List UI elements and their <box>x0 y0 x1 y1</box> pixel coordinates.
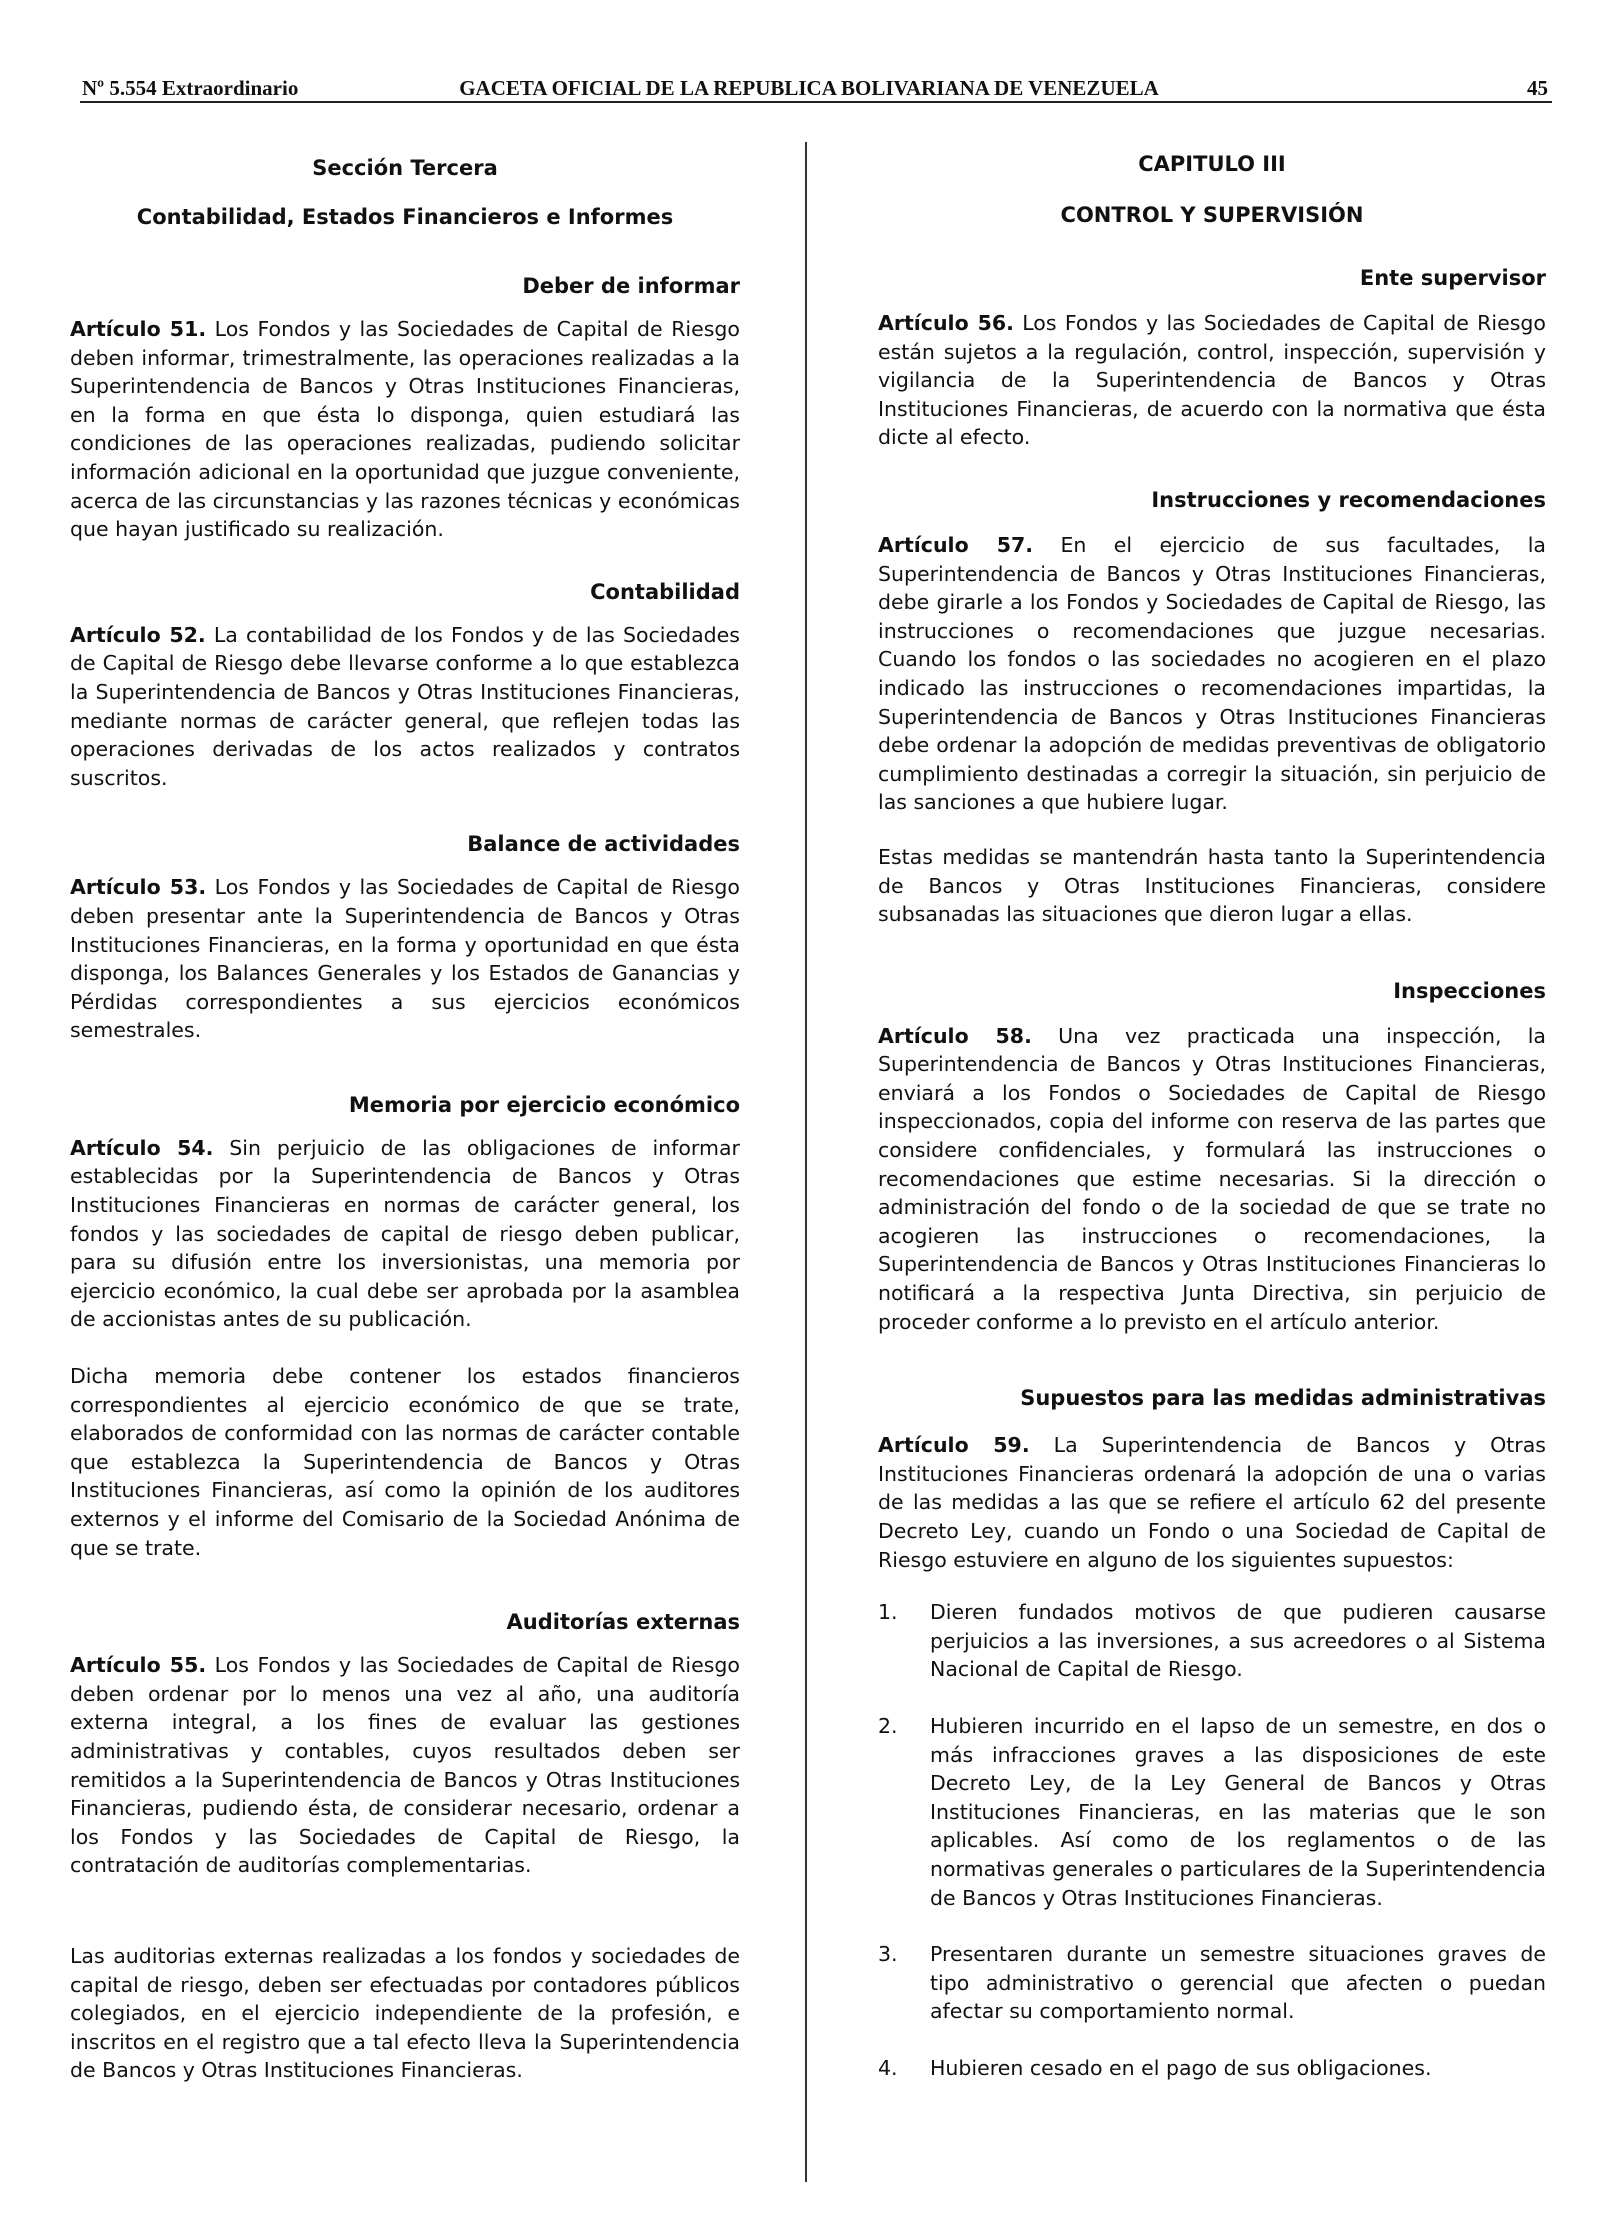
list-item-text: Dieren fundados motivos de que pudieren causarse perjuicios a las inversiones, a sus acreedores o al Sistema Nacional de Capital de Riesgo. <box>930 1600 1546 1682</box>
article-57 <box>878 531 1546 817</box>
chapter-title: CAPITULO III <box>1138 152 1286 176</box>
article-56-label: Artículo 56. <box>878 311 1014 335</box>
list-item-number: 3. <box>878 1942 898 1967</box>
article-57-heading: Instrucciones y recomendaciones <box>1151 487 1546 512</box>
list-item-number: 1. <box>878 1600 898 1625</box>
article-56 <box>878 309 1546 452</box>
supuestos-list <box>878 1598 1546 2082</box>
gazette-title: GACETA OFICIAL DE LA REPUBLICA BOLIVARIANA DE VENEZUELA <box>459 76 1159 100</box>
article-53-heading: Balance de actividades <box>467 832 740 857</box>
article-54-label: Artículo 54. <box>70 1135 214 1160</box>
section-subtitle: Contabilidad, Estados Financieros e Informes <box>136 205 674 229</box>
article-51-label: Artículo 51. <box>70 317 207 341</box>
article-53-label: Artículo 53. <box>70 875 207 900</box>
article-58-heading: Inspecciones <box>1393 978 1546 1003</box>
article-52-heading: Contabilidad <box>590 579 740 604</box>
article-51-heading: Deber de informar <box>522 274 740 298</box>
page-header <box>70 76 1548 102</box>
article-57-paragraph-2: Estas medidas se mantendrán hasta tanto la Superintendencia de Bancos y Otras Instituciones Financieras, considere subsanadas las situaciones que dieron lugar a ellas. <box>878 844 1546 927</box>
list-item <box>878 1940 1546 2026</box>
article-58-label: Artículo 58. <box>878 1023 1032 1048</box>
article-59-label: Artículo 59. <box>878 1433 1030 1458</box>
list-item-text: Presentaren durante un semestre situaciones graves de tipo administrativo o gerencial que afecten o puedan afectar su comportamiento normal. <box>930 1942 1546 2024</box>
article-52-label: Artículo 52. <box>70 622 206 647</box>
article-54 <box>70 1134 740 1334</box>
list-item <box>878 1712 1546 1912</box>
article-58 <box>878 1022 1546 1337</box>
article-51-text: Los Fondos y las Sociedades de Capital de Riesgo deben informar, trimestralmente, las operaciones realizadas a la Superintendencia de Bancos y Otras Instituciones Financieras, en la forma en que ésta lo disponga, quien estudiará las condiciones de las operaciones realizadas, pudiendo solicitar información adicional en la oportunidad que juzgue conveniente, acerca de las circunstancias y las razones técnicas y económicas que hayan justificado su realización. <box>70 317 740 542</box>
article-55-label: Artículo 55. <box>70 1653 207 1678</box>
article-59-text: La Superintendencia de Bancos y Otras Instituciones Financieras ordenará la adopción de una o varias de las medidas a las que se refiere el artículo 62 del presente Decreto Ley, cuando un Fondo o una Sociedad de Capital de Riesgo estuviere en alguno de los siguientes supuestos: <box>878 1433 1546 1572</box>
article-55-paragraph-2: Las auditorias externas realizadas a los fondos y sociedades de capital de riesgo, deben ser efectuadas por contadores públicos colegiados, en el ejercicio independiente de la profesión, e inscritos en el registro que a tal efecto lleva la Superintendencia de Bancos y Otras Instituciones Financieras. <box>70 1943 740 2083</box>
article-51 <box>70 315 740 544</box>
list-item <box>878 1598 1546 1684</box>
article-58-text: Una vez practicada una inspección, la Superintendencia de Bancos y Otras Instituciones Financieras, enviará a los Fondos o Sociedades de Capital de Riesgo inspeccionados, copia del informe con reserva de las partes que considere confidenciales, y formulará las instrucciones o recomendaciones que estime necesarias. Si la dirección o administración del fondo o de la sociedad de que se trate no acogieren las instrucciones o recomendaciones, la Superintendencia de Bancos y Otras Instituciones Financieras lo notificará a la respectiva Junta Directiva, sin perjuicio de proceder conforme a lo previsto en el artículo anterior. <box>878 1023 1546 1334</box>
chapter-subtitle: CONTROL Y SUPERVISIÓN <box>1060 203 1364 227</box>
article-57-label: Artículo 57. <box>878 532 1034 557</box>
list-item <box>878 2054 1546 2083</box>
article-56-text: Los Fondos y las Sociedades de Capital de Riesgo están sujetos a la regulación, control, inspección, supervisión y vigilancia de la Superintendencia de Bancos y Otras Instituciones Financieras, de acuerdo con la normativa que ésta dicte al efecto. <box>878 311 1546 450</box>
article-55 <box>70 1651 740 1880</box>
list-item-text: Hubieren cesado en el pago de sus obligaciones. <box>930 2055 1432 2080</box>
section-title: Sección Tercera <box>312 156 498 180</box>
article-54-text: Sin perjuicio de las obligaciones de informar establecidas por la Superintendencia de Bancos y Otras Instituciones Financieras en normas de carácter general, los fondos y las sociedades de capital de riesgo deben publicar, para su difusión entre los inversionistas, una memoria por ejercicio económico, la cual debe ser aprobada por la asamblea de accionistas antes de su publicación. <box>70 1135 740 1332</box>
article-59 <box>878 1431 1546 1574</box>
article-52-text: La contabilidad de los Fondos y de las Sociedades de Capital de Riesgo debe llevarse conforme a lo que establezca la Superintendencia de Bancos y Otras Instituciones Financieras, mediante normas de carácter general, que reflejen todas las operaciones derivadas de los actos realizados y contratos suscritos. <box>70 622 740 790</box>
article-54-paragraph-2: Dicha memoria debe contener los estados financieros correspondientes al ejercicio económico de que se trate, elaborados de conformidad con las normas de carácter contable que establezca la Superintendencia de Bancos y Otras Instituciones Financieras, así como la opinión de los auditores externos y el informe del Comisario de la Sociedad Anónima de que se trate. <box>70 1364 740 1560</box>
list-item-number: 4. <box>878 2055 898 2080</box>
header-rule <box>80 101 1552 103</box>
list-item-text: Hubieren incurrido en el lapso de un semestre, en dos o más infracciones graves a las disposiciones de este Decreto Ley, de la Ley General de Bancos y Otras Instituciones Financieras, en las materias que le son aplicables. Así como de los reglamentos o de las normativas generales o particulares de la Superintendencia de Bancos y Otras Instituciones Financieras. <box>930 1713 1546 1910</box>
column-divider <box>805 142 807 2182</box>
page-number: 45 <box>1527 76 1548 100</box>
article-55-text: Los Fondos y las Sociedades de Capital de Riesgo deben ordenar por lo menos una vez al año, una auditoría externa integral, a los fines de evaluar las gestiones administrativas y contables, cuyos resultados deben ser remitidos a la Superintendencia de Bancos y Otras Instituciones Financieras, pudiendo ésta, de considerar necesario, ordenar a los Fondos y las Sociedades de Capital de Riesgo, la contratación de auditorías complementarias. <box>70 1653 740 1878</box>
article-53 <box>70 873 740 1045</box>
article-53-text: Los Fondos y las Sociedades de Capital de Riesgo deben presentar ante la Superintendencia de Bancos y Otras Instituciones Financieras, en la forma y oportunidad en que ésta disponga, los Balances Generales y los Estados de Ganancias y Pérdidas correspondientes a sus ejercicios económicos semestrales. <box>70 875 740 1043</box>
left-column <box>70 150 740 2085</box>
article-57-text: En el ejercicio de sus facultades, la Superintendencia de Bancos y Otras Instituciones Financieras, debe girarle a los Fondos y Sociedades de Capital de Riesgo, las instrucciones o recomendaciones que juzgue necesarias. Cuando los fondos o las sociedades no acogieren en el plazo indicado las instrucciones o recomendaciones impartidas, la Superintendencia de Bancos y Otras Instituciones Financieras debe ordenar la adopción de medidas preventivas de obligatorio cumplimiento destinadas a corregir la situación, sin perjuicio de las sanciones a que hubiere lugar. <box>878 532 1546 815</box>
issue-number: Nº 5.554 Extraordinario <box>82 76 299 100</box>
article-54-heading: Memoria por ejercicio económico <box>348 1092 740 1117</box>
article-52 <box>70 621 740 793</box>
article-59-heading: Supuestos para las medidas administrativas <box>1020 1386 1546 1411</box>
right-column <box>878 150 1546 2083</box>
list-item-number: 2. <box>878 1713 898 1738</box>
article-55-heading: Auditorías externas <box>506 1610 740 1635</box>
article-56-heading: Ente supervisor <box>1359 266 1546 290</box>
